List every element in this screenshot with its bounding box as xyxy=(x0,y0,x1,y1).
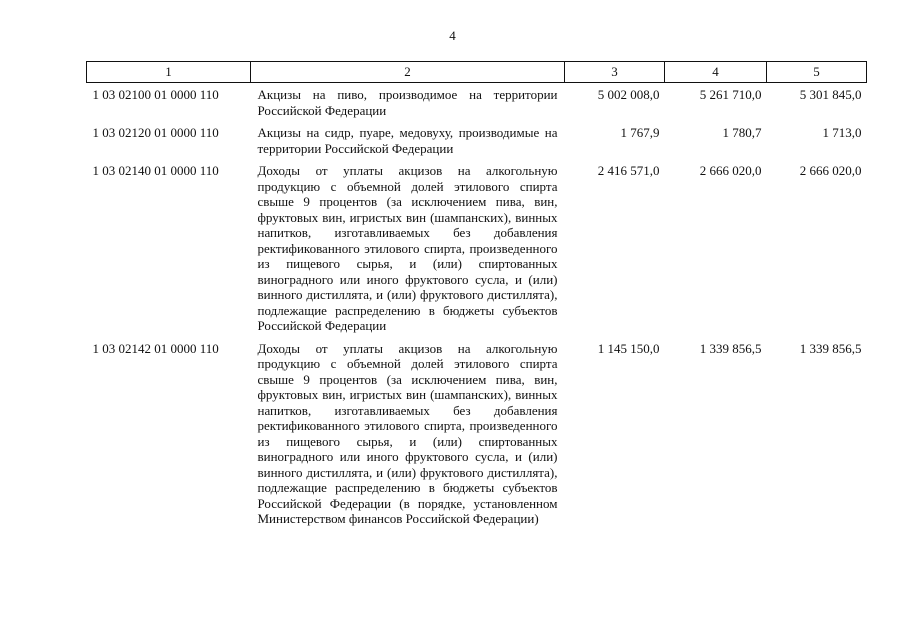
row-description: Акцизы на пиво, производимое на территории Российской Федерации xyxy=(257,87,558,118)
budget-code: 1 03 02140 01 0000 110 xyxy=(92,163,219,178)
value-col-4: 1 339 856,5 xyxy=(699,340,762,356)
value-col-4: 1 780,7 xyxy=(722,125,762,140)
value-col-3: 1 145 150,0 xyxy=(597,340,660,356)
column-header-4: 4 xyxy=(665,62,767,83)
value-col-5: 1 339 856,5 xyxy=(799,340,862,356)
value-col-5: 1 713,0 xyxy=(822,125,862,140)
column-header-3: 3 xyxy=(565,62,665,83)
row-description: Доходы от уплаты акцизов на алкогольную продукцию с объемной долей этилового спирта свыше 9 процентов (за исключением пива, вин, фруктовых вин, игристых вин (шампанских), винных напитков, изготавливаемых без добавления ректификованного этилового спирта, произведенного из пищевого сырья, и (или) спиртованных виноградного или иного фруктового сусла, и (или) винного дистиллята, и (или) фруктового дистиллята), подлежащие распределению в бюджеты субъектов Российской Федерации (в порядке, установленном Министерством финансов Российской Федерации) xyxy=(257,340,558,526)
table-row xyxy=(87,121,867,159)
budget-code: 1 03 02120 01 0000 110 xyxy=(92,125,219,140)
value-col-3: 1 767,9 xyxy=(620,125,660,140)
value-col-3: 2 416 571,0 xyxy=(597,163,660,178)
value-col-5: 5 301 845,0 xyxy=(799,87,862,102)
table-row xyxy=(87,83,867,122)
value-col-4: 5 261 710,0 xyxy=(699,87,762,102)
column-header-1: 1 xyxy=(87,62,251,83)
value-col-5: 2 666 020,0 xyxy=(799,163,862,178)
value-col-3: 5 002 008,0 xyxy=(597,87,660,102)
budget-code: 1 03 02142 01 0000 110 xyxy=(92,340,219,356)
value-col-4: 2 666 020,0 xyxy=(699,163,762,178)
revenue-table xyxy=(86,61,867,530)
row-description: Акцизы на сидр, пуаре, медовуху, производимые на территории Российской Федерации xyxy=(257,125,558,156)
table-header-row xyxy=(87,62,867,83)
page-number: 4 xyxy=(449,28,456,43)
row-description: Доходы от уплаты акцизов на алкогольную продукцию с объемной долей этилового спирта свыше 9 процентов (за исключением пива, вин, фруктовых вин, игристых вин (шампанских), винных напитков, изготавливаемых без добавления ректификованного этилового спирта, произведенного из пищевого сырья, и (или) спиртованных виноградного или иного фруктового сусла, и (или) винного дистиллята, и (или) фруктового дистиллята), подлежащие распределению в бюджеты субъектов Российской Федерации xyxy=(257,163,558,333)
column-header-5: 5 xyxy=(767,62,867,83)
column-header-2: 2 xyxy=(251,62,565,83)
table-row xyxy=(87,159,867,337)
table-row xyxy=(87,337,867,530)
budget-code: 1 03 02100 01 0000 110 xyxy=(92,87,219,102)
